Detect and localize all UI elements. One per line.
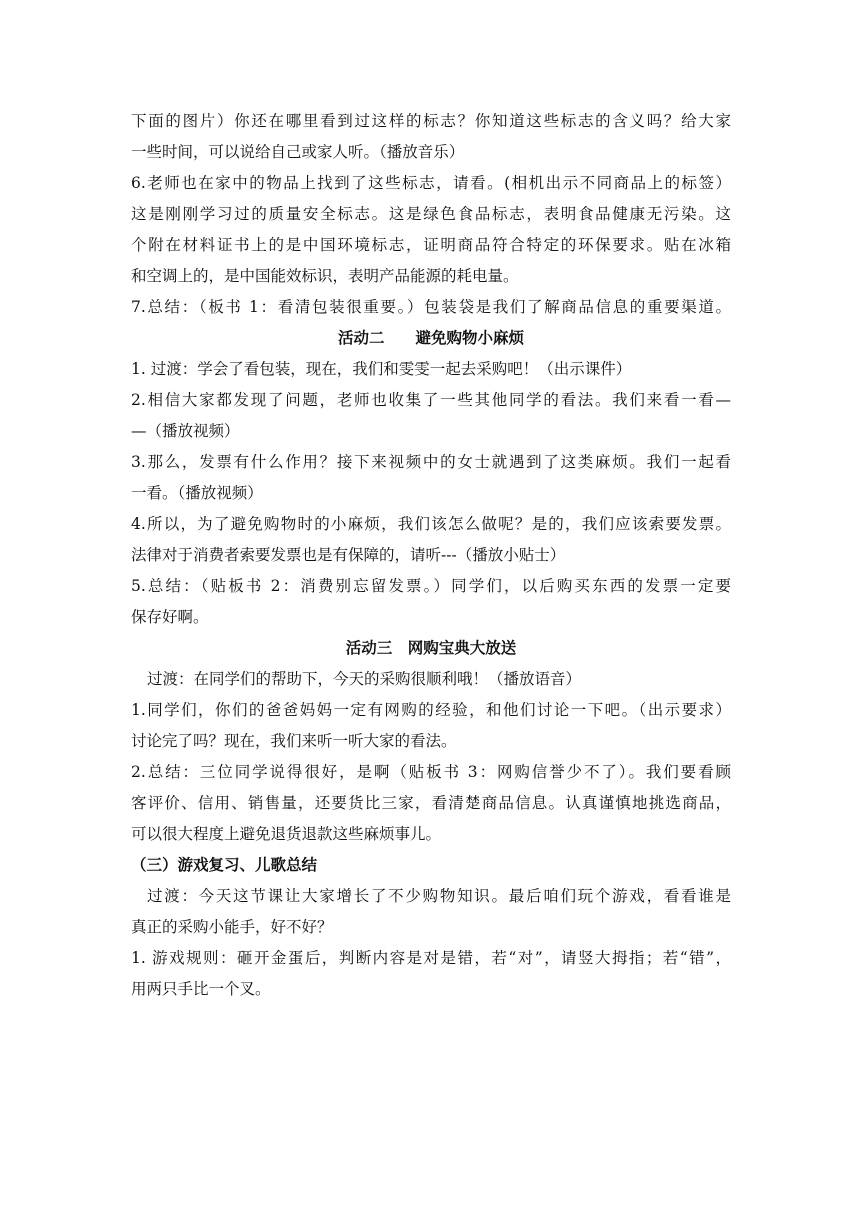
- paragraph-line: 这是刚刚学习过的质量安全标志。这是绿色食品标志，表明食品健康无污染。这: [131, 205, 731, 223]
- paragraph-line: 一看。（播放视频）: [131, 484, 263, 502]
- paragraph-line: 真正的采购小能手，好不好？: [131, 918, 333, 936]
- paragraph-line: 7.总结：（板书 1：看清包装很重要。）包装袋是我们了解商品信息的重要渠道。: [131, 298, 731, 316]
- paragraph-line: 讨论完了吗？现在，我们来听一听大家的看法。: [131, 732, 457, 750]
- paragraph-line: —（播放视频）: [131, 422, 240, 440]
- paragraph-line: 6.老师也在家中的物品上找到了这些标志，请看。(相机出示不同商品上的标签）: [131, 174, 731, 192]
- paragraph-line: 1. 游戏规则：砸开金蛋后，判断内容是对是错，若“对”，请竖大拇指；若“错”，: [131, 949, 731, 967]
- section-heading-part-3: （三）游戏复习、儿歌总结: [131, 856, 318, 874]
- section-heading-activity-2: 活动二 避免购物小麻烦: [337, 329, 524, 347]
- paragraph-line: 3.那么，发票有什么作用？接下来视频中的女士就遇到了这类麻烦。我们一起看: [131, 453, 731, 471]
- paragraph-line: 2.相信大家都发现了问题，老师也收集了一些其他同学的看法。我们来看一看—: [131, 391, 731, 409]
- paragraph-line: 用两只手比一个叉。: [131, 980, 271, 998]
- paragraph-line: 过渡：今天这节课让大家增长了不少购物知识。最后咱们玩个游戏，看看谁是: [147, 887, 731, 905]
- paragraph-line: 1. 过渡：学会了看包装，现在，我们和雯雯一起去采购吧！（出示课件）: [131, 360, 632, 378]
- paragraph-line: 和空调上的，是中国能效标识，表明产品能源的耗电量。: [131, 267, 519, 285]
- paragraph-line: 过渡：在同学们的帮助下，今天的采购很顺利哦！（播放语音）: [147, 670, 582, 688]
- paragraph-line: 一些时间，可以说给自己或家人听。（播放音乐）: [131, 143, 465, 161]
- paragraph-line: 2.总结：三位同学说得很好，是啊（贴板书 3：网购信誉少不了）。我们要看顾: [131, 763, 731, 781]
- paragraph-line: 可以很大程度上避免退货退款这些麻烦事儿。: [131, 825, 442, 843]
- section-heading-activity-3: 活动三 网购宝典大放送: [345, 639, 517, 657]
- document-page: [131, 106, 731, 1005]
- paragraph-line: 客评价、信用、销售量，还要货比三家，看清楚商品信息。认真谨慎地挑选商品，: [131, 794, 731, 812]
- paragraph-line: 4.所以，为了避免购物时的小麻烦，我们该怎么做呢？是的，我们应该索要发票。: [131, 515, 731, 533]
- paragraph-line: 保存好啊。: [131, 608, 209, 626]
- paragraph-line: 法律对于消费者索要发票也是有保障的，请听---（播放小贴士）: [131, 546, 566, 564]
- paragraph-line: 个附在材料证书上的是中国环境标志，证明商品符合特定的环保要求。贴在冰箱: [131, 236, 731, 254]
- paragraph-line: 下面的图片）你还在哪里看到过这样的标志？你知道这些标志的含义吗？给大家: [131, 112, 731, 130]
- paragraph-line: 1.同学们，你们的爸爸妈妈一定有网购的经验，和他们讨论一下吧。（出示要求）: [131, 701, 731, 719]
- paragraph-line: 5.总结：（贴板书 2：消费别忘留发票。）同学们，以后购买东西的发票一定要: [131, 577, 731, 595]
